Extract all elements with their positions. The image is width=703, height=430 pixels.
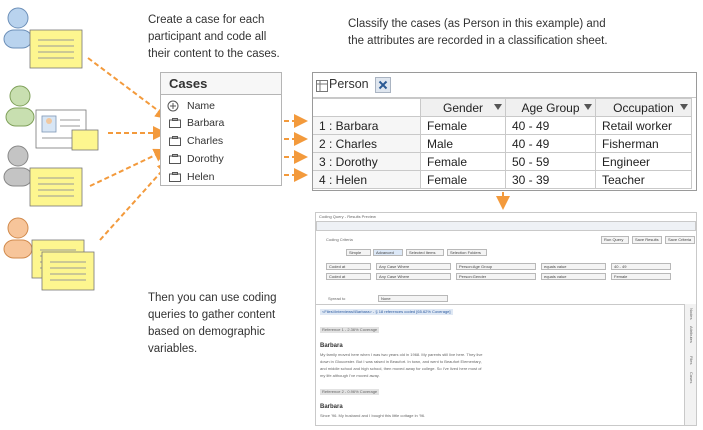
table-row[interactable] <box>313 153 692 171</box>
cell-occupation[interactable]: Retail worker <box>596 117 692 135</box>
case-item-dorothy[interactable] <box>187 152 224 167</box>
row-id: 2 : Charles <box>313 135 421 153</box>
side-tab-nodes[interactable]: Nodes <box>689 308 694 320</box>
row-id: 3 : Dorothy <box>313 153 421 171</box>
side-tab-cases[interactable]: Cases <box>689 372 694 384</box>
caption-line: their content to the cases. <box>148 48 280 60</box>
side-tab-files[interactable]: Files <box>689 356 694 365</box>
case-item-label: Charles <box>187 135 224 147</box>
column-header-gender[interactable] <box>421 99 506 117</box>
caption-line: queries to gather content <box>148 309 276 321</box>
filter-icon[interactable] <box>680 104 688 110</box>
cases-panel-title: Cases <box>161 73 281 95</box>
cell-occupation[interactable]: Fisherman <box>596 135 692 153</box>
cell-gender[interactable]: Female <box>421 171 506 189</box>
cases-name-column-header[interactable] <box>187 99 215 114</box>
reference-1-text-line: My family moved here when I was two years old in 1968. My parents still live here. They live <box>320 352 483 357</box>
run-query-button[interactable]: Run Query <box>601 236 629 244</box>
criteria-field[interactable]: Person:Gender <box>456 273 536 280</box>
caption-line: Classify the cases (as Person in this example) and <box>348 18 606 30</box>
caption-line: participant and code all <box>148 31 267 43</box>
spread-to-label: Spread to <box>328 296 346 301</box>
cell-age-group[interactable]: 40 - 49 <box>506 135 596 153</box>
filter-icon[interactable] <box>494 104 502 110</box>
side-tab-attributes[interactable]: Attributes <box>689 326 694 343</box>
tab-selected-items[interactable]: Selected Items <box>406 249 444 256</box>
case-folder-icon <box>169 136 181 146</box>
reference-1-text-line: down in Gloucester. But I was raised in Beaufort. In town, and went to Beaufort Elementary, <box>320 359 482 364</box>
close-icon <box>376 78 390 92</box>
criteria-field[interactable]: Coded at <box>326 273 371 280</box>
table-row[interactable] <box>313 117 692 135</box>
criteria-field[interactable]: Female <box>611 273 671 280</box>
case-item-helen[interactable] <box>187 170 214 185</box>
add-circle-icon <box>167 100 179 112</box>
spread-to-select[interactable]: None <box>378 295 448 302</box>
side-tab-strip <box>684 304 697 425</box>
case-item-label: Helen <box>187 171 215 183</box>
case-item-barbara[interactable] <box>187 116 224 131</box>
cell-age-group[interactable]: 50 - 59 <box>506 153 596 171</box>
criteria-field[interactable]: Any Case Where <box>376 273 451 280</box>
column-header-label: Gender <box>442 100 484 115</box>
reference-2-name: Barbara <box>320 404 343 410</box>
arrow-participant1-to-cases <box>88 58 168 118</box>
criteria-row-1[interactable] <box>326 263 691 270</box>
reference-1-name: Barbara <box>320 343 343 349</box>
reference-1-text-line: my life although I've moved away. <box>320 373 380 378</box>
cell-occupation[interactable]: Engineer <box>596 153 692 171</box>
caption-line: based on demographic <box>148 326 265 338</box>
reference-1-text-line: and middle school and high school, then moved away for college. So I've lived here most of <box>320 366 482 371</box>
tab-advanced[interactable]: Advanced <box>373 249 403 256</box>
query-toolbar <box>316 221 696 231</box>
result-source-link[interactable]: <Files\\Interviews\\Barbara> - § 18 references coded [65.62% Coverage] <box>322 309 451 314</box>
close-tab-button[interactable] <box>375 77 391 93</box>
results-preview-pane <box>316 304 684 426</box>
cell-gender[interactable]: Female <box>421 153 506 171</box>
case-item-charles[interactable] <box>187 134 223 149</box>
classification-tab-title[interactable]: Person <box>329 77 369 91</box>
column-header-label: Occupation <box>613 100 674 115</box>
table-row[interactable] <box>313 135 692 153</box>
filter-icon[interactable] <box>584 104 592 110</box>
table-header-row <box>313 99 692 117</box>
case-item-label: Barbara <box>187 117 225 129</box>
caption-line: Create a case for each <box>148 14 265 26</box>
caption-line: variables. <box>148 343 198 355</box>
coding-query-window <box>315 212 697 426</box>
caption-line: Then you can use coding <box>148 292 277 304</box>
tab-simple[interactable]: Simple <box>346 249 371 256</box>
cell-age-group[interactable]: 40 - 49 <box>506 117 596 135</box>
column-header-occupation[interactable] <box>596 99 692 117</box>
criteria-field[interactable]: equals value <box>541 263 606 270</box>
criteria-field[interactable]: equals value <box>541 273 606 280</box>
coding-criteria-label: Coding Criteria <box>326 237 353 242</box>
caption-line: the attributes are recorded in a classification sheet. <box>348 35 608 47</box>
table-row[interactable] <box>313 171 692 189</box>
cell-occupation[interactable]: Teacher <box>596 171 692 189</box>
row-id: 1 : Barbara <box>313 117 421 135</box>
case-item-label: Dorothy <box>187 153 224 165</box>
reference-2-header: Reference 2 - 0.96% Coverage <box>322 389 378 394</box>
query-window-title: Coding Query - Results Preview <box>319 214 376 219</box>
criteria-field[interactable]: 40 - 49 <box>611 263 671 270</box>
row-id: 4 : Helen <box>313 171 421 189</box>
cell-gender[interactable]: Female <box>421 117 506 135</box>
column-header-label: Age Group <box>521 100 580 115</box>
tab-selection-folders[interactable]: Selection Folders <box>447 249 487 256</box>
cell-gender[interactable]: Male <box>421 135 506 153</box>
column-header-age-group[interactable] <box>506 99 596 117</box>
classification-table <box>313 98 692 189</box>
classification-sheet <box>312 72 697 191</box>
classification-grid-icon <box>316 80 328 92</box>
reference-1-header: Reference 1 - 2.36% Coverage <box>322 327 378 332</box>
row-header-corner <box>313 99 421 117</box>
save-results-button[interactable]: Save Results <box>632 236 662 244</box>
case-folder-icon <box>169 154 181 164</box>
case-folder-icon <box>169 118 181 128</box>
criteria-field[interactable]: Person:Age Group <box>456 263 536 270</box>
criteria-field[interactable]: Any Case Where <box>376 263 451 270</box>
reference-2-text: Since '96. My husband and I bought this little cottage in '96. <box>320 413 426 418</box>
name-header-label: Name <box>187 100 216 112</box>
cases-panel <box>160 72 282 186</box>
criteria-row-2[interactable] <box>326 273 691 280</box>
cell-age-group[interactable]: 30 - 39 <box>506 171 596 189</box>
save-criteria-button[interactable]: Save Criteria <box>665 236 695 244</box>
criteria-field[interactable]: Coded at <box>326 263 371 270</box>
classification-tab-bar <box>313 73 696 98</box>
case-folder-icon <box>169 172 181 182</box>
